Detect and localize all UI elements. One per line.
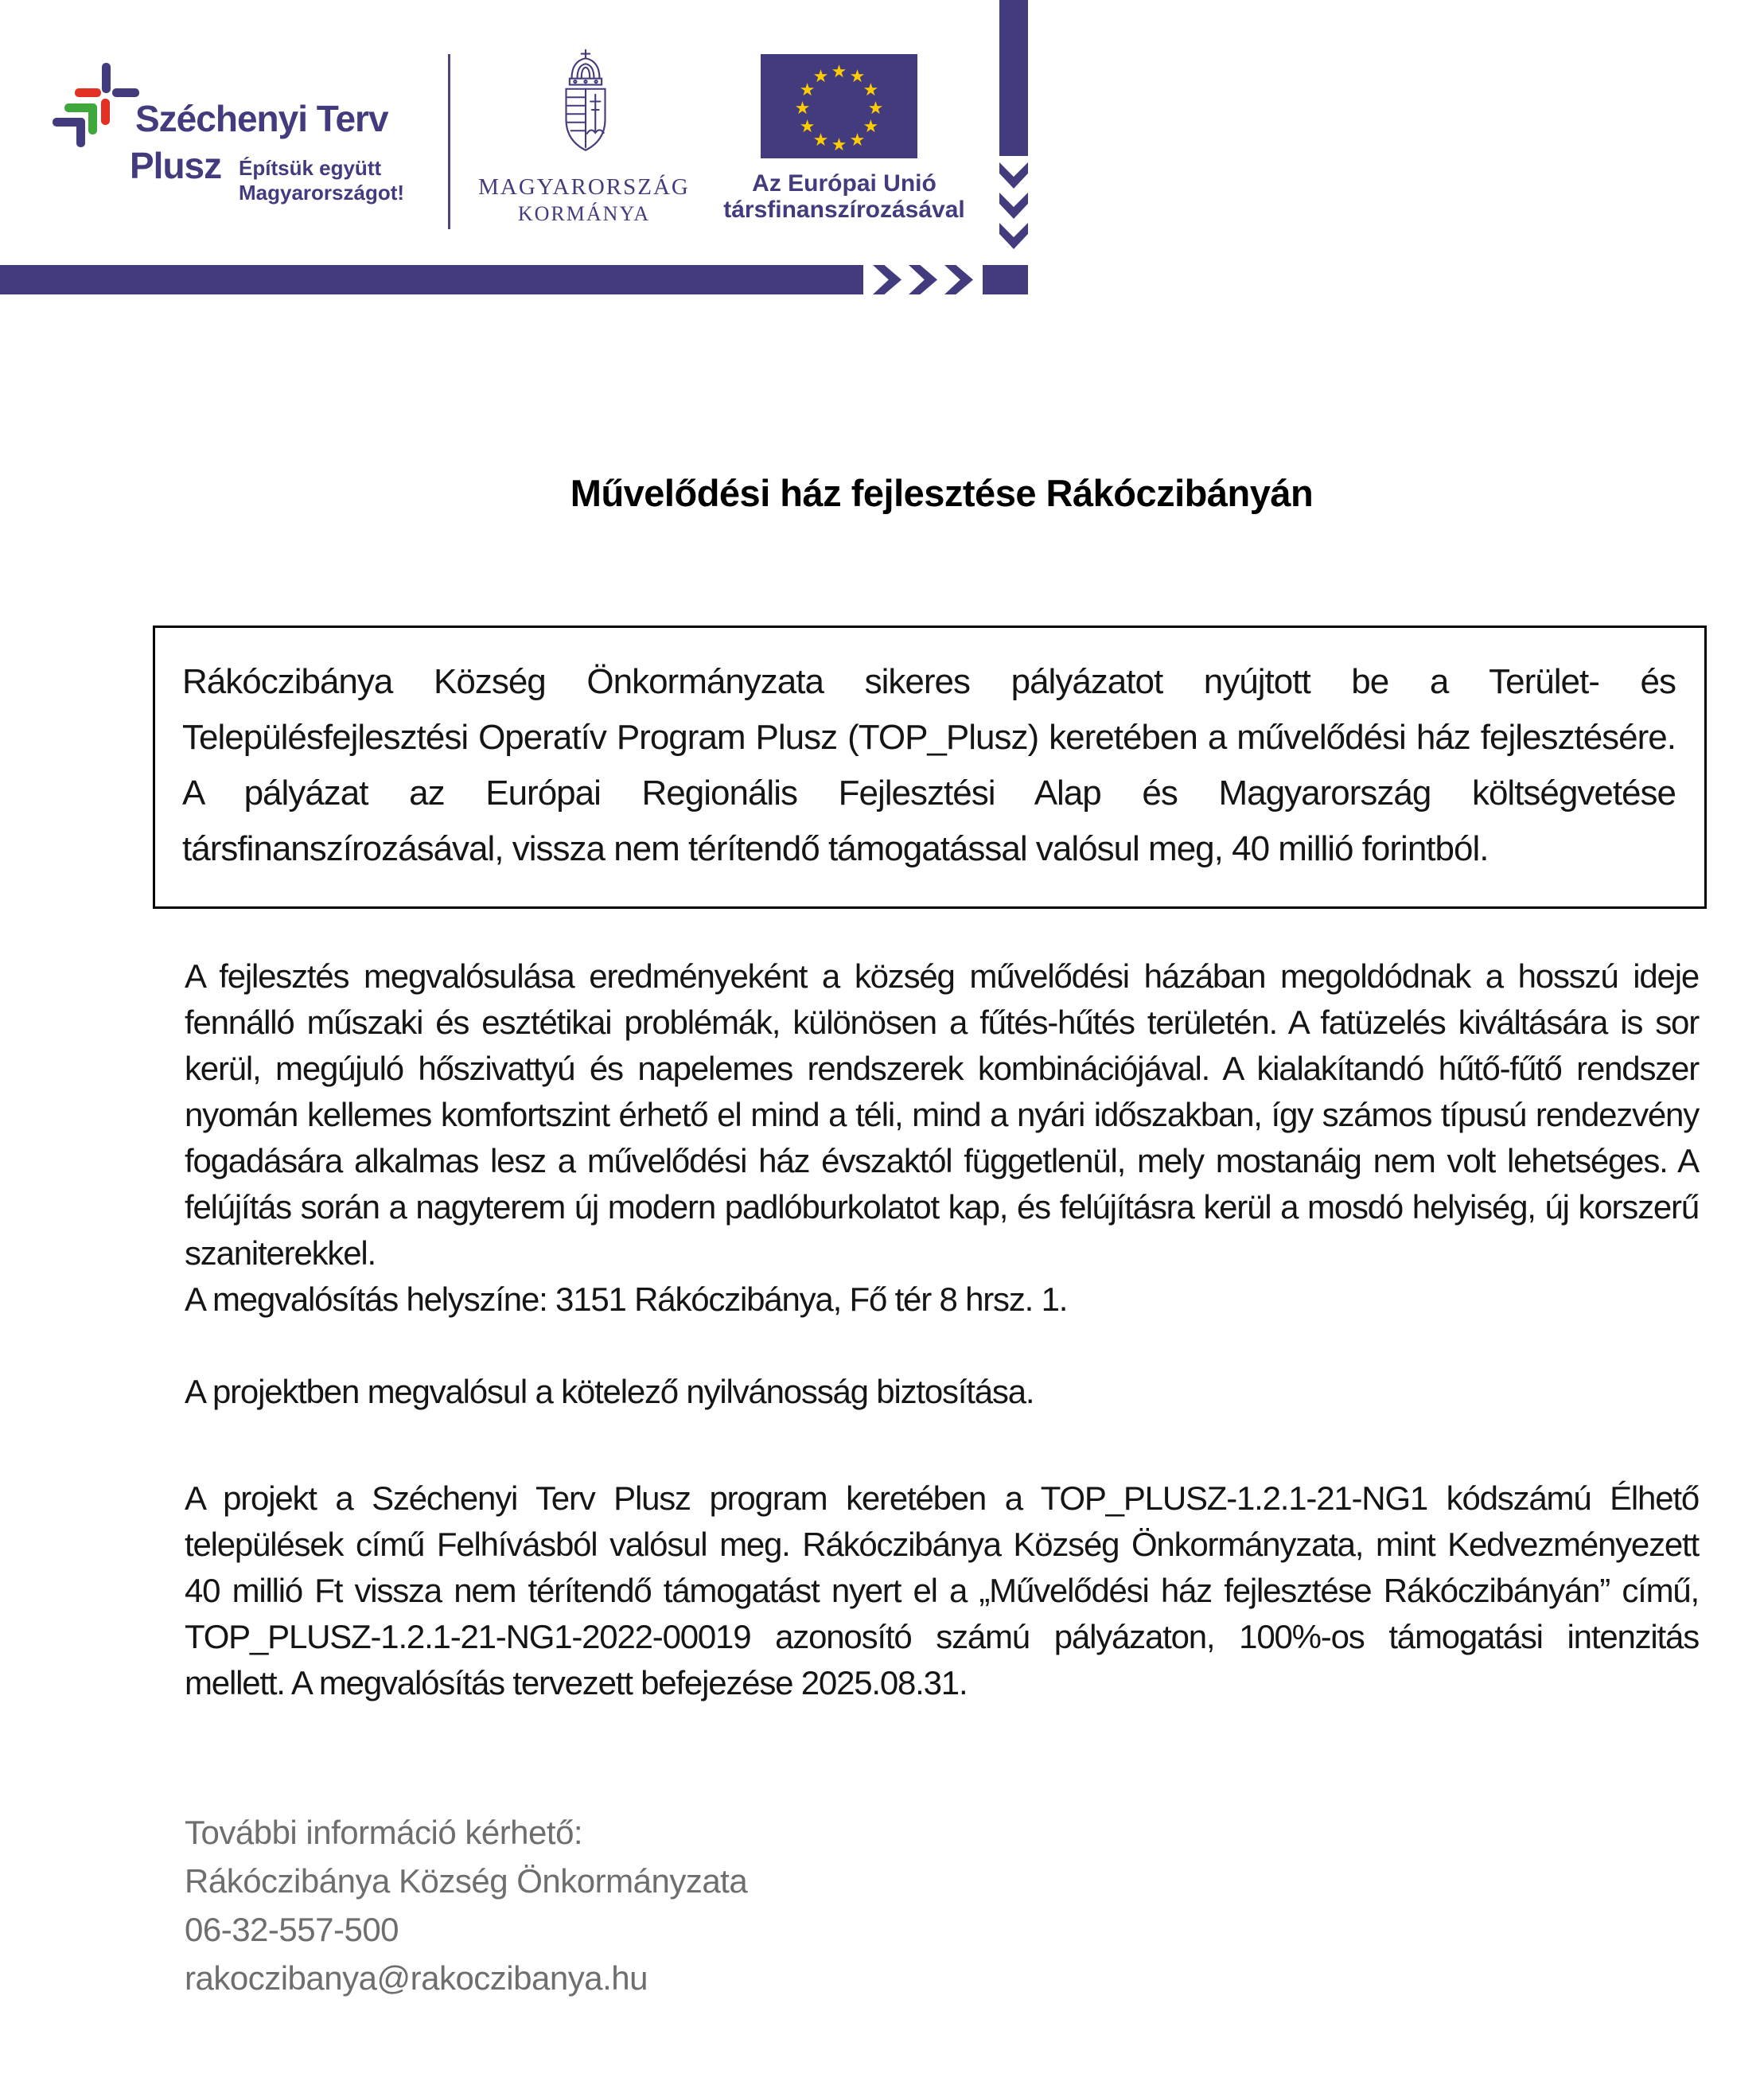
paragraph-project-details: A projekt a Széchenyi Terv Plusz program keretében a TOP_PLUSZ-1.2.1-21-NG1 kódszámú Élhető települések című Felhívásból valósul meg. Rákóczibánya Község Önkormányzata, mint Kedvezményezett 40 millió Ft vissza nem térítendő támogatást nyert el a „Művelődési ház fejlesztése Rákóczibányán” című, TOP_PLUSZ-1.2.1-21-NG1-2022-00019 azonosító számú pályázaton, 100%-os támogatási intenzitás mellett. A megvalósítás tervezett befejezése 2025.08.31.	[185, 1479, 1699, 1701]
highlight-box-text: Rákóczibánya Község Önkormányzata sikeres pályázatot nyújtott be a Terület- és Településfejlesztési Operatív Program Plusz (TOP_Plusz) keretében a művelődési ház fejlesztésére. A pályázat az Európai Regionális Fejlesztési Alap és Magyarország költségvetése társfinanszírozásával, vissza nem térítendő támogatással valósul meg, 40 millió forintból.	[182, 662, 1676, 868]
contact-email: rakoczibanya@rakoczibanya.hu	[185, 1959, 648, 1997]
svg-text:★: ★	[831, 62, 847, 82]
svg-text:★: ★	[812, 67, 829, 87]
svg-text:★: ★	[799, 80, 816, 100]
eu-text-line1: Az Európai Unió	[752, 170, 937, 197]
highlight-box	[153, 626, 1707, 909]
szechenyi-logo-name: Széchenyi Terv	[135, 98, 388, 139]
contact-phone: 06-32-557-500	[185, 1911, 399, 1948]
svg-text:★: ★	[849, 67, 866, 87]
eu-text-line2: társfinanszírozásával	[723, 197, 965, 223]
contact-intro: További információ kérhető:	[185, 1814, 583, 1851]
svg-text:★: ★	[863, 80, 879, 100]
contact-organization: Rákóczibánya Község Önkormányzata	[185, 1862, 748, 1900]
paragraph-location: A megvalósítás helyszíne: 3151 Rákóczibánya, Fő tér 8 hrsz. 1.	[185, 1280, 1068, 1318]
body-paragraphs	[185, 953, 1699, 1706]
svg-text:★: ★	[867, 99, 884, 119]
contact-block	[185, 1808, 1699, 2002]
szechenyi-tagline-line1: Építsük együtt	[239, 156, 382, 180]
svg-text:★: ★	[849, 131, 866, 150]
svg-text:★: ★	[794, 99, 811, 119]
government-name-line1: MAGYARORSZÁG	[478, 174, 690, 200]
government-name-line2: KORMÁNYA	[517, 202, 651, 225]
paragraph-development-results: A fejlesztés megvalósulása eredményeként a község művelődési házában megoldódnak a hosszú ideje fennálló műszaki és esztétikai problémák, különösen a fűtés-hűtés területén. A fatüzelés kiváltására is sor kerül, megújuló hőszivattyú és napelemes rendszerek kombinációjával. A kialakítandó hűtő-fűtő rendszer nyomán kellemes komfortszint érhető el mind a téli, mind a nyári időszakban, így számos típusú rendezvény fogadására alkalmas lesz a művelődési ház évszaktól függetlenül, mely mostanáig nem volt lehetséges. A felújítás során a nagyterem új modern padlóburkolatot kap, és felújításra kerül a mosdó helyiség, új korszerű szaniterekkel.	[185, 957, 1699, 1272]
svg-text:★: ★	[863, 117, 879, 137]
svg-text:★: ★	[799, 117, 816, 137]
szechenyi-logo-plusz: Plusz	[130, 145, 222, 186]
page-title: Művelődési ház fejlesztése Rákóczibányán	[570, 472, 1314, 514]
document-content	[182, 0, 1699, 2002]
paragraph-publicity: A projektben megvalósul a kötelező nyilvánosság biztosítása.	[185, 1373, 1034, 1410]
svg-text:★: ★	[831, 135, 847, 155]
svg-text:★: ★	[812, 131, 829, 150]
szechenyi-tagline-line2: Magyarországot!	[239, 181, 405, 205]
